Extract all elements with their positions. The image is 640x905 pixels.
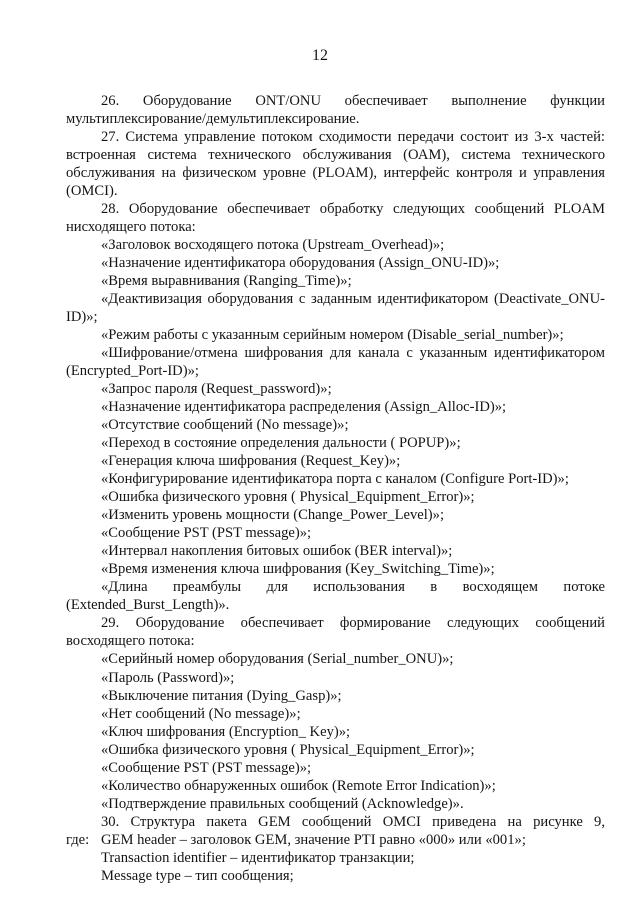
ploam-downstream-item: «Генерация ключа шифрования (Request_Key)»; [101, 453, 401, 470]
ploam-downstream-item: «Время выравнивания (Ranging_Time)»; [101, 273, 352, 290]
paragraph-28-intro: 28. Оборудование обеспечивает обработку следующих сообщений PLOAM нисходящего потока: [66, 201, 605, 236]
ploam-downstream-item: «Переход в состояние определения дальности ( POPUP)»; [101, 435, 461, 452]
ploam-downstream-item: «Длина преамбулы для использования в восходящем потоке (Extended_Burst_Length)». [66, 579, 605, 614]
ploam-downstream-item: «Назначение идентификатора распределения (Assign_Alloc-ID)»; [101, 399, 507, 416]
ploam-upstream-item: «Ключ шифрования (Encryption_ Key)»; [101, 723, 351, 740]
where-label: где: [66, 831, 90, 848]
ploam-upstream-item: «Ошибка физического уровня ( Physical_Equipment_Error)»; [101, 741, 475, 758]
paragraph-30-intro: 30. Структура пакета GEM сообщений OMCI приведена на рисунке 9, [101, 813, 605, 830]
ploam-downstream-item: «Деактивизация оборудования с заданным идентификатором (Deactivate_ONU-ID)»; [66, 291, 605, 326]
ploam-upstream-item: «Сообщение PST (PST message)»; [101, 759, 312, 776]
ploam-downstream-item: «Время изменения ключа шифрования (Key_Switching_Time)»; [101, 561, 495, 578]
ploam-downstream-item: «Сообщение PST (PST message)»; [101, 525, 312, 542]
paragraph-26-line2: мультиплексирование/демультиплексирование. [66, 111, 360, 128]
paragraph-26-line1: 26. Оборудование ONT/ONU обеспечивает выполнение функции [101, 93, 605, 109]
transaction-identifier-definition: Transaction identifier – идентификатор транзакции; [101, 849, 415, 866]
ploam-upstream-item: «Подтверждение правильных сообщений (Acknowledge)». [101, 795, 464, 812]
ploam-downstream-item: «Заголовок восходящего потока (Upstream_Overhead)»; [101, 237, 445, 254]
ploam-downstream-item: «Изменить уровень мощности (Change_Power_Level)»; [101, 507, 445, 524]
ploam-downstream-item: «Отсутствие сообщений (No message)»; [101, 417, 349, 434]
ploam-downstream-item: «Интервал накопления битовых ошибок (BER interval)»; [101, 543, 453, 560]
ploam-upstream-item: «Пароль (Password)»; [101, 669, 235, 686]
paragraph-27: 27. Система управление потоком сходимости передачи состоит из 3-х частей: встроенная система технического обслуживания (ОАМ), система технического обслуживания на физическом уровне (PLOAM), интерфейс контроля и управления (OMCI). [66, 129, 605, 200]
page-number: 12 [312, 47, 328, 64]
ploam-downstream-item: «Шифрование/отмена шифрования для канала с указанным идентификатором (Encrypted_Port-ID)»; [66, 345, 605, 380]
ploam-upstream-item: «Серийный номер оборудования (Serial_number_ONU)»; [101, 651, 454, 668]
ploam-downstream-item: «Назначение идентификатора оборудования (Assign_ONU-ID)»; [101, 255, 500, 272]
paragraph-29-intro: 29. Оборудование обеспечивает формирование следующих сообщений восходящего потока: [66, 615, 605, 650]
ploam-upstream-item: «Нет сообщений (No message)»; [101, 705, 301, 722]
document-body [66, 92, 605, 885]
message-type-definition: Message type – тип сообщения; [101, 867, 294, 884]
ploam-upstream-item: «Количество обнаруженных ошибок (Remote Error Indication)»; [101, 777, 496, 794]
ploam-downstream-item: «Конфигурирование идентификатора порта с каналом (Configure Port-ID)»; [101, 471, 569, 488]
gem-header-definition: GEM header – заголовок GEM, значение PTI равно «000» или «001»; [101, 831, 526, 848]
paragraph-30-where [66, 831, 605, 849]
ploam-downstream-item: «Ошибка физического уровня ( Physical_Equipment_Error)»; [101, 489, 475, 506]
ploam-upstream-item: «Выключение питания (Dying_Gasp)»; [101, 687, 342, 704]
ploam-downstream-item: «Запрос пароля (Request_password)»; [101, 381, 332, 398]
ploam-downstream-item: «Режим работы с указанным серийным номером (Disable_serial_number)»; [101, 327, 564, 344]
